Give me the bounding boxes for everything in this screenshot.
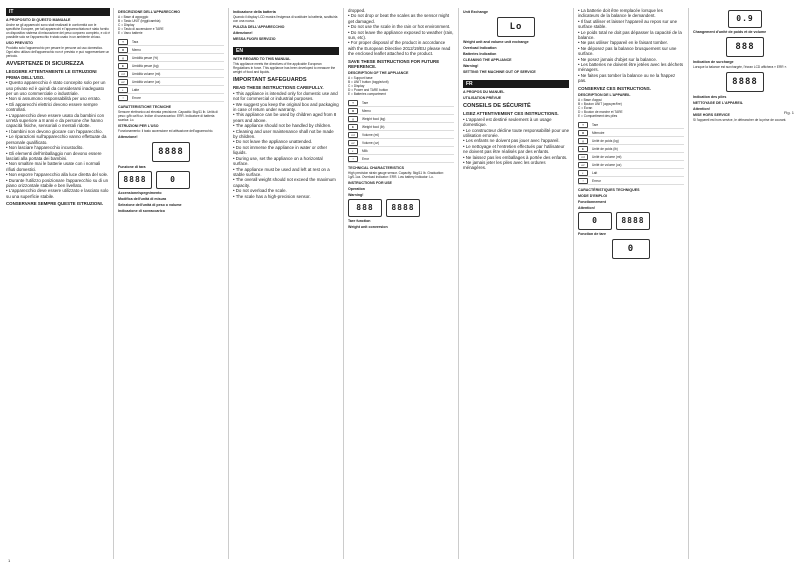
figure-row — [693, 10, 797, 28]
legend-row: T Tare — [578, 121, 684, 129]
scale-display: Lo — [497, 17, 535, 37]
list-item: C = Display — [118, 23, 135, 27]
list-item: E = Batteries compartment — [348, 92, 386, 97]
list-item: • Do not immerse the appliance in water or other liquids. — [233, 144, 328, 156]
section-heading: Indication des piles — [693, 95, 727, 99]
list-item: B = Bouton UNIT (appuyer/lire) — [578, 102, 622, 107]
column-divider — [573, 8, 574, 559]
list-item: E = Compartiment des piles — [578, 114, 618, 119]
parts-list — [118, 15, 224, 35]
safety-subheading: LEGGERE ATTENTAMENTE LE ISTRUZIONI PRIMA DELL'USO. — [6, 69, 97, 80]
section-heading: Fonctionnement — [578, 200, 606, 205]
language-bar-en: EN — [233, 47, 339, 55]
section-heading: Selezione dell'unità di peso o volume — [118, 203, 182, 207]
section-heading: Unit Exchange — [463, 10, 488, 14]
list-item: • Do not overload the scale. — [233, 188, 287, 194]
section-heading: Changement d'unité de poids et de volume — [693, 30, 767, 34]
list-item: • This appliance can be used by children aged from 8 years and above. — [233, 112, 337, 123]
list-item: • Durante l'utilizzo posizionare l'apparecchio su di un piano orizzontale stabile e ben livellato. — [6, 177, 109, 188]
column-divider — [688, 8, 689, 559]
section-heading: DESCRIPTION DE L'APPAREIL — [578, 93, 631, 98]
legend-row: g Unité de poids (kg) — [578, 137, 684, 145]
memo-icon: M — [348, 108, 358, 114]
list-item: • I bambini non devono giocare con l'apparecchio. — [6, 128, 103, 134]
list-item: • Do not leave the appliance exposed to weather (rain, sun, etc). — [348, 29, 454, 41]
tare-icon: T — [348, 100, 358, 106]
scale-display: 0 — [156, 171, 190, 189]
safety-heading: IMPORTANT SAFEGUARDS — [233, 77, 307, 83]
section-heading: Indicazione della batteria — [233, 10, 276, 14]
safety-list — [463, 117, 569, 171]
section-heading: USO PREVISTO — [6, 41, 33, 45]
paragraph: Sensore elettronico ad elevata precisione. Capacità: 5kg/11 lb. Unità di peso: g/lb:oz/fl:oz. Indice di sovraccarico: ERR. Indicatore di batteria scarica: Lo. — [118, 110, 218, 122]
list-item: • Non smaltire mai le batterie usate con i normali rifiuti domestici. — [6, 161, 101, 172]
list-item: • L'appareil est destiné seulement à un usage domestique. — [463, 116, 552, 128]
list-item: • Questo apparecchio è stato concepito solo per un uso privato ed è quindi da considerarsi inadeguato per un uso commerciale o industriale. — [6, 80, 106, 97]
list-item: • Ne pas utiliser l'appareil en le faisant tomber. — [578, 40, 668, 46]
list-item: • Ne posez jamais d'objet sur la balance. — [578, 56, 658, 62]
paragraph: dropped. — [348, 8, 366, 13]
section-heading: Accensione/spegnimento — [118, 191, 162, 195]
memo-icon: M — [118, 47, 128, 53]
list-item: C = Écran — [578, 106, 593, 111]
section-heading: Indication de surcharge — [693, 60, 734, 64]
legend-row: ! Errore — [118, 94, 224, 102]
page-number: 1 — [8, 558, 11, 563]
figure-row — [118, 171, 224, 189]
section-heading: Funzione di tara — [118, 165, 146, 169]
figure-row — [578, 212, 684, 230]
legend-row: T Tara — [118, 38, 224, 46]
list-item: A = Base di appoggio — [118, 15, 149, 19]
paragraph: High precision strain gauge sensor. Capacity: 5kg/11 lb. Graduation: 1g/0.1oz. Overload indicator: ERR. Low battery indicator: Lo. — [348, 171, 444, 180]
legend-row: M Memo — [348, 107, 454, 115]
legend-row: ml Umidità volume (ml) — [118, 70, 224, 78]
list-item: A = Base d'appui — [578, 98, 602, 103]
section-heading: MISE HORS SERVICE — [693, 113, 730, 117]
list-item: • Gli elementi dell'imballaggio non devono essere lasciati alla portata dei bambini. — [6, 150, 102, 161]
scale-display: 0.9 — [728, 10, 762, 28]
section-heading: Tare function — [348, 219, 371, 224]
weight-icon: g — [578, 138, 588, 144]
save-note: SAVE THESE INSTRUCTIONS FOR FUTURE REFERENCE. — [348, 58, 440, 70]
volume-icon: oz — [118, 79, 128, 85]
list-item: • Cleaning and user maintenance shall not be made by children. — [233, 128, 334, 140]
list-item: D = Power and TARE button — [348, 88, 389, 93]
volume-icon: ml — [348, 132, 358, 138]
volume-icon: ml — [578, 154, 588, 160]
list-item: • Il faut utiliser et laisser l'appareil au repos sur une surface stable. — [578, 18, 678, 30]
section-heading: TECHNICAL CHARACTERISTICS — [348, 166, 405, 171]
safety-list — [578, 8, 684, 84]
list-item: • Gli apparecchi elettrici devono essere sempre controllati. — [6, 101, 98, 113]
weight-icon: lb — [118, 63, 128, 69]
legend-row: ! Error — [348, 155, 454, 163]
paragraph: Lorsque la balance est surchargée, l'écran LCD affichera « ERR ». — [693, 65, 788, 69]
scale-display: 8888 — [726, 72, 764, 92]
scale-display: 8888 — [386, 199, 420, 217]
list-item: • Do not use the scale in the rain or hot environment. — [348, 24, 451, 30]
list-item: • The overall weight should not exceed the maximum capacity. — [233, 177, 336, 188]
tare-icon: T — [578, 122, 588, 128]
legend-row: oz Umidità volume (oz) — [118, 78, 224, 86]
list-item: • Do not drop or beat the scales as the sensor might get damaged. — [348, 13, 450, 24]
section-heading: Fonction de tare — [578, 232, 606, 237]
column-italian-intro — [6, 8, 110, 207]
section-heading: Modifica dell'unità di misura — [118, 197, 167, 201]
milk-icon: ◐ — [578, 170, 588, 176]
column-english-french — [463, 8, 569, 171]
list-item: • During use, set the appliance on a horizontal surface. — [233, 155, 323, 167]
column-french-description — [578, 8, 684, 262]
scale-display: 0 — [612, 239, 650, 259]
list-item: • Ne laissez pas les emballages à portée des enfants. — [463, 154, 568, 160]
list-item: • The appliance must be used and left at rest on a stable surface. — [233, 166, 330, 177]
safety-heading: AVVERTENZE DI SICUREZZA — [6, 61, 84, 67]
legend-row: T Tare — [348, 99, 454, 107]
section-heading: CARATTERISTICHE TECNICHE — [118, 105, 172, 109]
conserve-note: CONSERVARE SEMPRE QUESTE ISTRUZIONI. — [6, 201, 103, 207]
icon-legend — [578, 121, 684, 185]
section-heading: Overload Indication — [463, 46, 497, 50]
legend-row: ◐ Milk — [348, 147, 454, 155]
section-heading: CLEANING THE APPLIANCE — [463, 58, 512, 62]
legend-row: g Umidità pesce (%) — [118, 54, 224, 62]
section-heading: Weight unit and volume unit exchange — [463, 40, 529, 44]
list-item: B = UNIT button (toggle/unit) — [348, 80, 389, 85]
volume-icon: oz — [348, 140, 358, 146]
legend-row: oz Volume (oz) — [348, 139, 454, 147]
list-item: • La batterie doit être remplacée lorsque les indicateurs de la balance le demandent. — [578, 8, 663, 19]
list-item: • Non lasciare l'apparecchio incustodito. — [6, 145, 84, 151]
list-item: B = Tasto UNIT (leggi/cambia) — [118, 19, 161, 23]
list-item: • Le poids total ne doit pas dépasser la capacité de la balance. — [578, 29, 682, 41]
parts-list — [348, 76, 454, 96]
list-item: C = Display — [348, 84, 365, 89]
column-divider — [343, 8, 344, 559]
section-heading: PULIZIA DELL'APPARECCHIO — [233, 25, 285, 29]
list-item: • The scale has a high-precision sensor. — [233, 193, 311, 199]
section-heading: CARACTÉRISTIQUES TECHNIQUES — [578, 188, 640, 193]
volume-icon: oz — [578, 162, 588, 168]
legend-row: M Mémoire — [578, 129, 684, 137]
warning-label: Attenzione! — [233, 31, 253, 35]
section-heading: A PROPOS DU MANUEL — [463, 90, 505, 94]
list-item: • We suggest you keep the original box and packaging in case of return under warranty. — [233, 101, 339, 113]
list-item: • Le constructeur décline toute responsabilité pour une utilisation erronée. — [463, 127, 570, 139]
weight-icon: lb — [578, 146, 588, 152]
warning-label: Attention! — [578, 206, 595, 211]
paragraph: Prodotto solo l'apparecchio per pesare le persone ad uso domestico. Ogni altro utilizzo dell'apparecchio non è previsto e può rappresentare un pericolo. — [6, 46, 110, 58]
list-item: D = Tasto di accensione e TARE — [118, 27, 164, 31]
weight-icon: g — [118, 55, 128, 61]
list-item: • For proper disposal of the product in accordance with the European Directive 2012/19/EU please read the enclosed leaflet attached to the product. — [348, 40, 451, 57]
memo-icon: M — [578, 130, 588, 136]
list-item: E = Vano batterie — [118, 31, 143, 35]
safety-list — [6, 80, 110, 199]
list-item: • Les batteries ne doivent être jetées avec les déchets ménagers. — [578, 62, 684, 73]
section-heading: INSTRUCTIONS FOR USE — [348, 181, 392, 186]
legend-row: lb Unité de poids (lb) — [578, 145, 684, 153]
section-heading: MESSA FUORI SERVIZIO — [233, 37, 276, 41]
section-heading: MODE D'EMPLOI — [578, 194, 608, 199]
list-item: • Non esporre l'apparecchio alla luce diretta del sole. — [6, 172, 109, 178]
list-item: • Ne faites pas tomber la balance ou ne la frappez pas. — [578, 72, 676, 84]
language-bar-fr: FR — [463, 80, 569, 88]
milk-icon: ◐ — [118, 87, 128, 93]
legend-row: ml Unité de volume (ml) — [578, 153, 684, 161]
list-item: A = Support base — [348, 76, 373, 81]
legend-row: ◐ Lait — [578, 169, 684, 177]
list-item: • Le riparazioni sull'apparecchio vanno effettuate da personale qualificato. — [6, 134, 107, 145]
error-icon: ! — [118, 95, 128, 101]
list-item: D = Bouton de marche et TARE — [578, 110, 623, 115]
weight-icon: lb — [348, 124, 358, 130]
safety-heading: CONSEILS DE SÉCURITÉ — [463, 103, 531, 109]
scale-display: 0 — [578, 212, 612, 230]
column-english-description — [348, 8, 454, 230]
legend-row: oz Unité de volume (oz) — [578, 161, 684, 169]
section-heading: WITH REGARD TO THIS MANUAL — [233, 57, 291, 61]
list-item: • Non si assumono responsabilità per uso errato. — [6, 96, 101, 102]
list-item: • Ne jamais jeter les piles avec les ordures ménagères. — [463, 160, 546, 171]
section-heading: DESCRIZIONE DELL'APPARECCHIO — [118, 10, 181, 14]
figure-label: Fig. 1 — [783, 110, 794, 115]
language-bar-it: IT — [6, 8, 110, 16]
column-divider — [113, 8, 114, 559]
legend-row: ! Erreur — [578, 177, 684, 185]
scale-display: 888 — [348, 199, 382, 217]
save-note: CONSERVEZ CES INSTRUCTIONS. — [578, 85, 651, 91]
icon-legend — [118, 38, 224, 102]
list-item: • This appliance is intended only for domestic use and not for commercial or industrial purposes. — [233, 90, 338, 102]
paragraph: Anche se gli apparecchi sono stati realizzati in conformità con le specifiche Europee, per tali apparecchi e l'apparecchiatura è stato fornito un dispositivo sistema di misurazione del peso corporeo completo, e ciò è possibile solo se l'apparecchio è stato usato in un ambiente chiuso. — [6, 23, 111, 39]
section-heading: Indicazione di sovraccarico — [118, 209, 165, 213]
section-heading: ISTRUZIONI PER L'USO — [118, 124, 159, 128]
milk-icon: ◐ — [348, 148, 358, 154]
list-item: • Le nettoyage et l'entretien effectués par l'utilisateur ne doivent pas être réalisés par des enfants. — [463, 143, 565, 155]
section-heading: Operation — [348, 187, 365, 192]
scale-display: 8888 — [616, 212, 650, 230]
safety-list — [348, 13, 454, 56]
section-heading: A PROPOSITO DI QUESTO MANUALE — [6, 18, 71, 22]
column-divider — [458, 8, 459, 559]
section-heading: Batteries Indication — [463, 52, 497, 56]
section-heading: NETTOYAGE DE L'APPAREIL — [693, 101, 743, 105]
column-french-end — [693, 8, 797, 124]
legend-row: lb Weight food (lb) — [348, 123, 454, 131]
legend-row: lb Umidità pesce (kg) — [118, 62, 224, 70]
warning-label: Warning! — [463, 64, 479, 68]
error-icon: ! — [348, 156, 358, 162]
parts-list — [578, 98, 684, 118]
section-heading: DESCRIPTION OF THE APPLIANCE — [348, 71, 409, 76]
section-heading: Weight unit conversion — [348, 225, 388, 230]
legend-row: ml Volume (ml) — [348, 131, 454, 139]
list-item: • L'apparecchio deve essere utilizzato e lasciato solo su una superficie stabile. — [6, 188, 109, 199]
column-divider — [228, 8, 229, 559]
tare-icon: T — [118, 39, 128, 45]
icon-legend — [348, 99, 454, 163]
column-italian-english — [233, 8, 339, 199]
list-item: • The appliance should not be handled by children. — [233, 123, 332, 129]
legend-row: M Memo — [118, 46, 224, 54]
warning-label: Attenzione! — [118, 135, 138, 139]
list-item: • Ne déposez pas la balance brusquement sur une surface. — [578, 45, 677, 57]
legend-row: ◐ Latte — [118, 86, 224, 94]
warning-label: Attention! — [693, 107, 710, 111]
paragraph: Si l'appareil est hors service, le débrancher de la prise de courant. — [693, 118, 787, 122]
volume-icon: ml — [118, 71, 128, 77]
legend-row: g Weight food (kg) — [348, 115, 454, 123]
paragraph: Funzionamento: il tasto accensione ed attivazione dell'apparecchio. — [118, 129, 214, 133]
paragraph: This appliance meets the directives of the applicable European Regulations in force. This appliance has been developed to measure the weight of food and liquids. — [233, 62, 336, 74]
scale-display: 8888 — [152, 142, 190, 162]
scale-display: 8888 — [118, 171, 152, 189]
error-icon: ! — [578, 178, 588, 184]
section-heading: UTILISATION PRÉVUE — [463, 96, 502, 100]
list-item: • Do not leave the appliance unattended. — [233, 139, 313, 145]
scale-display: 888 — [726, 37, 764, 57]
list-item: • L'apparecchio deve essere usato da bambini con un'età superiore a 8 anni e da persone che hanno capacità fisiche, sensoriali o mentali ridotte. — [6, 112, 105, 129]
weight-icon: g — [348, 116, 358, 122]
list-item: • Les enfants ne doivent pas jouer avec l'appareil. — [463, 138, 560, 144]
section-heading: SETTING THE MACHINE OUT OF SERVICE — [463, 70, 536, 74]
warning-label: Warning! — [348, 193, 364, 198]
safety-subheading: READ THESE INSTRUCTIONS CAREFULLY. — [233, 85, 324, 91]
safety-list — [233, 91, 339, 199]
column-italian-description — [118, 8, 224, 214]
paragraph: Quando il display LCD mostra l'esigenza di sostituire la batteria, sostituirla con una nuova. — [233, 15, 338, 23]
safety-subheading: LISEZ ATTENTIVEMENT CES INSTRUCTIONS. — [463, 111, 559, 117]
figure-row — [348, 199, 454, 217]
